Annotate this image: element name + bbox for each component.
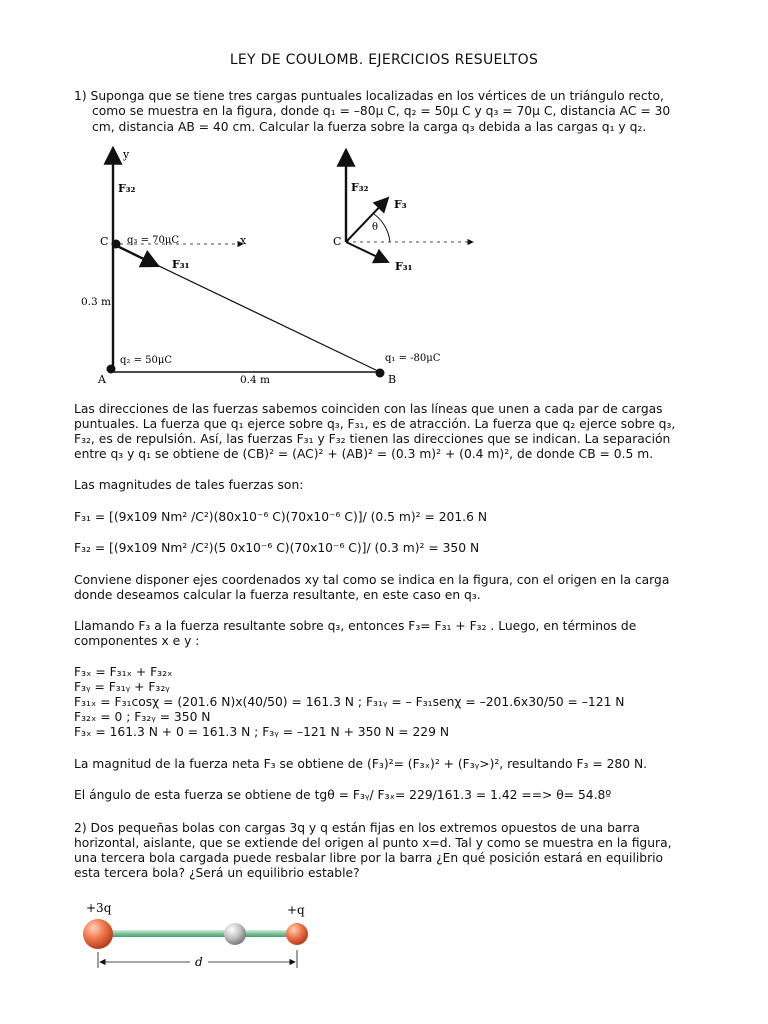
- problem1-line2: como se muestra en la figura, donde q₁ = –80μ C, q₂ = 50μ C y q₃ = 70μ C, distancia AC = 30: [92, 104, 671, 118]
- para-directions-4: entre q₃ y q₁ se obtiene de (CB)² = (AC)² + (AB)² = (0.3 m)² + (0.4 m)², de donde CB = 0.5 m.: [74, 447, 654, 461]
- component-line-4: F₃₂ₓ = 0 ; F₃₂ᵧ = 350 N: [74, 710, 211, 724]
- para-resultant-1: Llamando F₃ a la fuerza resultante sobre q₃, entonces F₃= F₃₁ + F₃₂ . Luego, en términos de: [74, 619, 637, 633]
- para-angle: El ángulo de esta fuerza se obtiene de tgθ = F₃ᵧ/ F₃ₓ= 229/161.3 = 1.42 ==> θ= 54.8º: [74, 788, 612, 802]
- problem2-line1: 2) Dos pequeñas bolas con cargas 3q y q están fijas en los extremos opuestos de una barra: [74, 821, 640, 835]
- ac-distance-label: 0.3 m: [81, 296, 111, 308]
- q1-label: q₁ = -80μC: [385, 353, 441, 364]
- right-charge-label: +q: [287, 903, 305, 917]
- vertex-b-label: B: [388, 373, 397, 386]
- f32-label: F₃₂: [118, 182, 136, 195]
- component-line-5: F₃ₓ = 161.3 N + 0 = 161.3 N ; F₃ᵧ = –121 N + 350 N = 229 N: [74, 725, 450, 739]
- vertex-a-label: A: [98, 373, 106, 386]
- q3-label: q₃ = 70μC: [127, 235, 180, 246]
- problem2-line2: horizontal, aislante, que se extiende del origen al punto x=d. Tal y como se muestra en la figura,: [74, 836, 672, 850]
- f31-label: F₃₁: [172, 258, 190, 271]
- ball-third: [224, 923, 246, 945]
- problem1-line3: cm, distancia AB = 40 cm. Calcular la fuerza sobre la carga q₃ debida a las cargas q₁ y q₂.: [92, 120, 647, 134]
- equation-f31: F₃₁ = [(9x109 Nm² /C²)(80x10⁻⁶ C)(70x10⁻⁶ C)]/ (0.5 m)² = 201.6 N: [74, 510, 488, 524]
- component-line-3: F₃₁ₓ = F₃₁cosχ = (201.6 N)x(40/50) = 161.3 N ; F₃₁ᵧ = – F₃₁senχ = –201.6x30/50 = –121 N: [74, 695, 625, 709]
- para-directions-1: Las direcciones de las fuerzas sabemos coinciden con las líneas que unen a cada par de cargas: [74, 402, 663, 416]
- distance-d-label: d: [195, 955, 203, 969]
- para-net-force: La magnitud de la fuerza neta F₃ se obtiene de (F₃)²= (F₃ₓ)² + (F₃ᵧ>)², resultando F₃ = 280 N.: [74, 757, 648, 771]
- equation-f32: F₃₂ = [(9x109 Nm² /C²)(5 0x10⁻⁶ C)(70x10⁻⁶ C)]/ (0.3 m)² = 350 N: [74, 541, 480, 555]
- component-line-1: F₃ₓ = F₃₁ₓ + F₃₂ₓ: [74, 665, 173, 679]
- para-axes-2: donde deseamos calcular la fuerza resultante, en este caso en q₃.: [74, 588, 481, 602]
- ball-q: [286, 923, 308, 945]
- para-directions-2: puntuales. La fuerza que q₁ ejerce sobre q₃, F₃₁, es de atracción. La fuerza que q₂ ejerce sobre q₃,: [74, 417, 676, 431]
- ball-3q: [83, 919, 113, 949]
- insulating-bar: [110, 930, 295, 937]
- para-resultant-2: componentes x e y :: [74, 634, 200, 648]
- left-charge-label: +3q: [86, 901, 112, 915]
- y-label: y: [123, 148, 130, 161]
- q2-label: q₂ = 50μC: [120, 355, 173, 366]
- problem2-line4: esta tercera bola? ¿Será un equilibrio estable?: [74, 866, 360, 880]
- theta-label: θ: [372, 222, 379, 233]
- problem2-line3: una tercera bola cargada puede resbalar libre por la barra ¿En qué posición estará en equilibrio: [74, 851, 664, 865]
- para-magnitudes: Las magnitudes de tales fuerzas son:: [74, 478, 304, 492]
- problem1-line1: 1) Suponga que se tiene tres cargas puntuales localizadas en los vértices de un triángulo recto,: [74, 89, 664, 103]
- component-line-2: F₃ᵧ = F₃₁ᵧ + F₃₂ᵧ: [74, 680, 170, 694]
- para-directions-3: F₃₂, es de repulsión. Así, las fuerzas F₃₁ y F₃₂ tienen las direcciones que se indican. La separación: [74, 432, 671, 446]
- page-title: LEY DE COULOMB. EJERCICIOS RESUELTOS: [229, 52, 539, 68]
- force-c-label: C: [333, 235, 342, 248]
- x-label: x: [240, 234, 247, 247]
- para-axes-1: Conviene disponer ejes coordenados xy tal como se indica en la figura, con el origen en la carga: [74, 573, 670, 587]
- force-f3-label: F₃: [394, 198, 407, 211]
- force-f31-label-right: F₃₁: [395, 260, 413, 273]
- vertex-c-label: C: [100, 235, 109, 248]
- force-f32-label: F₃₂: [351, 181, 369, 194]
- ab-distance-label: 0.4 m: [240, 374, 270, 386]
